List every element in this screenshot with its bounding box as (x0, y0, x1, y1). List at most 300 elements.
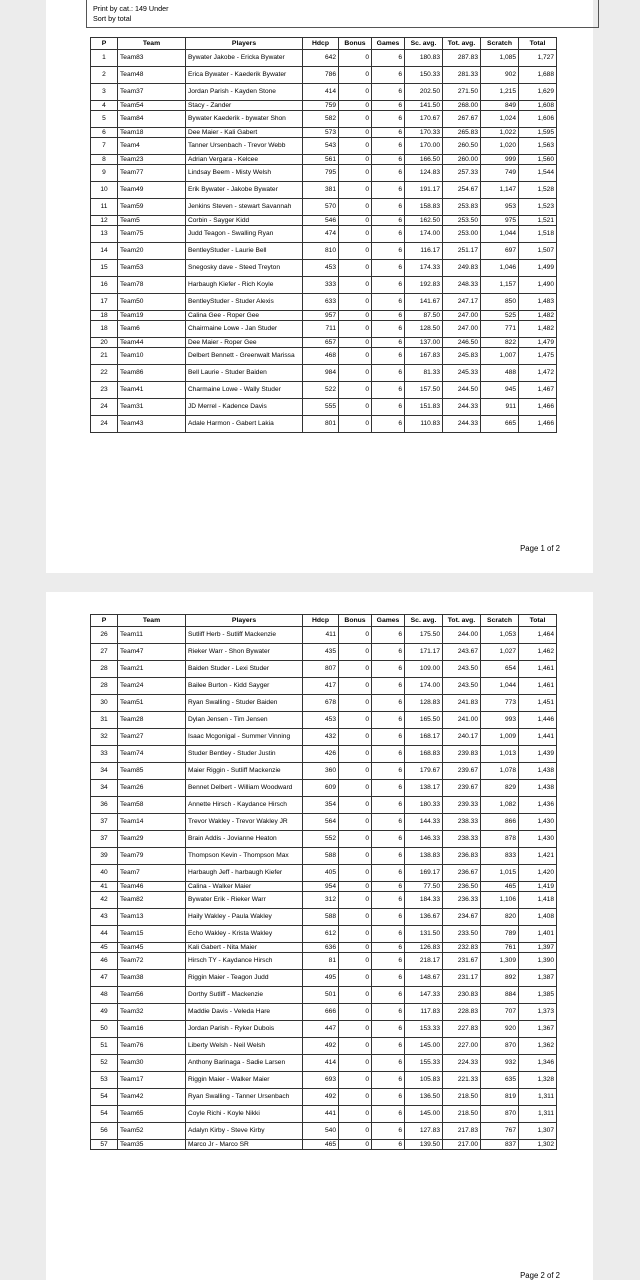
cell-scratch: 1,046 (481, 260, 519, 277)
cell-bonus: 0 (339, 1072, 372, 1089)
cell-games: 6 (372, 365, 405, 382)
cell-position: 52 (91, 1055, 118, 1072)
cell-total: 1,390 (519, 953, 557, 970)
cell-tot-avg: 257.33 (443, 165, 481, 182)
cell-tot-avg: 236.33 (443, 892, 481, 909)
cell-hdcp: 522 (303, 382, 339, 399)
cell-total: 1,430 (519, 831, 557, 848)
cell-position: 28 (91, 678, 118, 695)
cell-sc-avg: 169.17 (405, 865, 443, 882)
cell-scratch: 1,024 (481, 111, 519, 128)
cell-bonus: 0 (339, 1140, 372, 1150)
cell-hdcp: 540 (303, 1123, 339, 1140)
cell-scratch: 932 (481, 1055, 519, 1072)
cell-games: 6 (372, 84, 405, 101)
cell-scratch: 1,009 (481, 729, 519, 746)
cell-games: 6 (372, 1123, 405, 1140)
cell-tot-avg: 253.83 (443, 199, 481, 216)
table-row (91, 182, 557, 199)
cell-team: Team26 (118, 780, 186, 797)
cell-hdcp: 411 (303, 627, 339, 644)
cell-tot-avg: 287.83 (443, 50, 481, 67)
cell-players: Bell Laurie - Studer Baiden (186, 365, 303, 382)
cell-sc-avg: 138.83 (405, 848, 443, 865)
cell-total: 1,387 (519, 970, 557, 987)
cell-scratch: 1,015 (481, 865, 519, 882)
table-row (91, 348, 557, 365)
cell-players: Bennet Delbert - William Woodward (186, 780, 303, 797)
cell-scratch: 999 (481, 155, 519, 165)
cell-tot-avg: 268.00 (443, 101, 481, 111)
cell-position: 40 (91, 865, 118, 882)
cell-scratch: 1,082 (481, 797, 519, 814)
cell-bonus: 0 (339, 627, 372, 644)
cell-games: 6 (372, 763, 405, 780)
cell-players: Riggin Maier - Walker Maier (186, 1072, 303, 1089)
cell-tot-avg: 247.00 (443, 311, 481, 321)
cell-players: Jenkins Steven - stewart Savannah (186, 199, 303, 216)
cell-hdcp: 414 (303, 1055, 339, 1072)
table-row (91, 84, 557, 101)
cell-bonus: 0 (339, 101, 372, 111)
table-row (91, 311, 557, 321)
cell-players: Adrian Vergara - Kelcee (186, 155, 303, 165)
cell-team: Team43 (118, 416, 186, 433)
column-header-position: P (91, 615, 118, 627)
cell-position: 37 (91, 831, 118, 848)
cell-hdcp: 360 (303, 763, 339, 780)
cell-players: Brain Addis - Jovianne Heaton (186, 831, 303, 848)
cell-bonus: 0 (339, 365, 372, 382)
cell-scratch: 525 (481, 311, 519, 321)
cell-scratch: 870 (481, 1038, 519, 1055)
cell-total: 1,421 (519, 848, 557, 865)
cell-games: 6 (372, 678, 405, 695)
cell-total: 1,373 (519, 1004, 557, 1021)
cell-bonus: 0 (339, 155, 372, 165)
cell-scratch: 884 (481, 987, 519, 1004)
cell-tot-avg: 233.50 (443, 926, 481, 943)
table-row (91, 1140, 557, 1150)
cell-position: 26 (91, 627, 118, 644)
cell-team: Team46 (118, 882, 186, 892)
cell-position: 20 (91, 338, 118, 348)
cell-players: Delbert Bennett - Greenwalt Marissa (186, 348, 303, 365)
cell-bonus: 0 (339, 970, 372, 987)
cell-total: 1,420 (519, 865, 557, 882)
cell-team: Team32 (118, 1004, 186, 1021)
cell-position: 23 (91, 382, 118, 399)
cell-scratch: 849 (481, 101, 519, 111)
cell-games: 6 (372, 865, 405, 882)
cell-players: Bywater Kaederik - bywater Shon (186, 111, 303, 128)
table-row (91, 627, 557, 644)
table-row (91, 128, 557, 138)
cell-hdcp: 555 (303, 399, 339, 416)
cell-hdcp: 657 (303, 338, 339, 348)
column-header-sc-avg: Sc. avg. (405, 615, 443, 627)
cell-games: 6 (372, 953, 405, 970)
cell-players: Chairmaine Lowe - Jan Studer (186, 321, 303, 338)
cell-players: Dee Maier - Kali Gabert (186, 128, 303, 138)
cell-games: 6 (372, 1140, 405, 1150)
cell-team: Team21 (118, 661, 186, 678)
cell-hdcp: 795 (303, 165, 339, 182)
cell-games: 6 (372, 226, 405, 243)
cell-tot-avg: 224.33 (443, 1055, 481, 1072)
cell-players: Studer Bentley - Studer Justin (186, 746, 303, 763)
cell-position: 37 (91, 814, 118, 831)
cell-hdcp: 381 (303, 182, 339, 199)
cell-scratch: 829 (481, 780, 519, 797)
cell-bonus: 0 (339, 953, 372, 970)
cell-bonus: 0 (339, 294, 372, 311)
cell-games: 6 (372, 128, 405, 138)
cell-players: Harbaugh Jeff - harbaugh Kiefer (186, 865, 303, 882)
page-footer: Page 2 of 2 (520, 1271, 560, 1280)
column-header-team: Team (118, 38, 186, 50)
cell-tot-avg: 271.50 (443, 84, 481, 101)
cell-hdcp: 333 (303, 277, 339, 294)
cell-sc-avg: 179.67 (405, 763, 443, 780)
cell-games: 6 (372, 1055, 405, 1072)
cell-players: Coyle Richi - Koyle Nikki (186, 1106, 303, 1123)
cell-scratch: 1,027 (481, 644, 519, 661)
cell-players: Erica Bywater - Kaederik Bywater (186, 67, 303, 84)
cell-scratch: 488 (481, 365, 519, 382)
cell-position: 54 (91, 1089, 118, 1106)
cell-games: 6 (372, 243, 405, 260)
cell-tot-avg: 234.67 (443, 909, 481, 926)
cell-hdcp: 81 (303, 953, 339, 970)
cell-tot-avg: 218.50 (443, 1106, 481, 1123)
cell-sc-avg: 153.33 (405, 1021, 443, 1038)
cell-scratch: 822 (481, 338, 519, 348)
column-header-sc-avg: Sc. avg. (405, 38, 443, 50)
cell-players: Maier Riggin - Sutliff Mackenzie (186, 763, 303, 780)
cell-sc-avg: 141.67 (405, 294, 443, 311)
cell-total: 1,385 (519, 987, 557, 1004)
cell-team: Team50 (118, 294, 186, 311)
cell-sc-avg: 174.00 (405, 678, 443, 695)
table-row (91, 678, 557, 695)
cell-position: 21 (91, 348, 118, 365)
cell-tot-avg: 267.67 (443, 111, 481, 128)
table-row (91, 987, 557, 1004)
cell-tot-avg: 245.83 (443, 348, 481, 365)
column-header-hdcp: Hdcp (303, 38, 339, 50)
cell-sc-avg: 166.50 (405, 155, 443, 165)
cell-position: 34 (91, 763, 118, 780)
cell-tot-avg: 238.33 (443, 814, 481, 831)
table-row (91, 909, 557, 926)
table-row (91, 865, 557, 882)
table-row (91, 780, 557, 797)
cell-games: 6 (372, 260, 405, 277)
cell-sc-avg: 174.00 (405, 226, 443, 243)
cell-players: Riggin Maier - Teagon Judd (186, 970, 303, 987)
cell-players: Marco Jr - Marco SR (186, 1140, 303, 1150)
cell-position: 57 (91, 1140, 118, 1150)
cell-games: 6 (372, 50, 405, 67)
cell-bonus: 0 (339, 1123, 372, 1140)
cell-team: Team74 (118, 746, 186, 763)
table-row (91, 165, 557, 182)
cell-tot-avg: 243.50 (443, 661, 481, 678)
cell-games: 6 (372, 348, 405, 365)
cell-scratch: 707 (481, 1004, 519, 1021)
cell-sc-avg: 138.17 (405, 780, 443, 797)
cell-total: 1,464 (519, 627, 557, 644)
cell-players: Tanner Ursenbach - Trevor Webb (186, 138, 303, 155)
cell-players: Calina Gee - Roper Gee (186, 311, 303, 321)
cell-total: 1,362 (519, 1038, 557, 1055)
cell-bonus: 0 (339, 695, 372, 712)
cell-total: 1,482 (519, 311, 557, 321)
cell-position: 56 (91, 1123, 118, 1140)
cell-sc-avg: 144.33 (405, 814, 443, 831)
table-row (91, 926, 557, 943)
cell-bonus: 0 (339, 1021, 372, 1038)
cell-total: 1,408 (519, 909, 557, 926)
cell-tot-avg: 239.67 (443, 763, 481, 780)
cell-games: 6 (372, 909, 405, 926)
cell-sc-avg: 174.33 (405, 260, 443, 277)
cell-total: 1,499 (519, 260, 557, 277)
cell-sc-avg: 136.50 (405, 1089, 443, 1106)
table-row (91, 155, 557, 165)
cell-games: 6 (372, 199, 405, 216)
cell-players: Rieker Warr - Shon Bywater (186, 644, 303, 661)
cell-players: Anthony Barinaga - Sadie Larsen (186, 1055, 303, 1072)
cell-tot-avg: 249.83 (443, 260, 481, 277)
cell-sc-avg: 137.00 (405, 338, 443, 348)
table-header-row (91, 38, 557, 50)
cell-total: 1,472 (519, 365, 557, 382)
cell-tot-avg: 231.67 (443, 953, 481, 970)
cell-games: 6 (372, 67, 405, 84)
cell-hdcp: 474 (303, 226, 339, 243)
column-header-games: Games (372, 38, 405, 50)
cell-tot-avg: 248.33 (443, 277, 481, 294)
cell-bonus: 0 (339, 763, 372, 780)
cell-position: 8 (91, 155, 118, 165)
cell-scratch: 697 (481, 243, 519, 260)
table-row (91, 892, 557, 909)
cell-tot-avg: 260.00 (443, 155, 481, 165)
cell-total: 1,518 (519, 226, 557, 243)
column-header-players: Players (186, 38, 303, 50)
cell-total: 1,419 (519, 882, 557, 892)
cell-games: 6 (372, 182, 405, 199)
cell-bonus: 0 (339, 416, 372, 433)
cell-scratch: 1,157 (481, 277, 519, 294)
cell-players: Calina - Walker Maier (186, 882, 303, 892)
cell-sc-avg: 175.50 (405, 627, 443, 644)
cell-scratch: 665 (481, 416, 519, 433)
cell-total: 1,397 (519, 943, 557, 953)
cell-total: 1,688 (519, 67, 557, 84)
cell-hdcp: 441 (303, 1106, 339, 1123)
cell-hdcp: 609 (303, 780, 339, 797)
cell-tot-avg: 253.00 (443, 226, 481, 243)
table-row (91, 1038, 557, 1055)
cell-bonus: 0 (339, 661, 372, 678)
cell-scratch: 1,106 (481, 892, 519, 909)
cell-hdcp: 432 (303, 729, 339, 746)
cell-sc-avg: 128.50 (405, 321, 443, 338)
cell-games: 6 (372, 797, 405, 814)
cell-games: 6 (372, 712, 405, 729)
cell-sc-avg: 145.00 (405, 1038, 443, 1055)
cell-sc-avg: 87.50 (405, 311, 443, 321)
cell-games: 6 (372, 661, 405, 678)
cell-games: 6 (372, 311, 405, 321)
standings-table-page-2 (90, 614, 557, 1150)
column-header-scratch: Scratch (481, 615, 519, 627)
cell-hdcp: 642 (303, 50, 339, 67)
cell-games: 6 (372, 277, 405, 294)
cell-bonus: 0 (339, 128, 372, 138)
cell-bonus: 0 (339, 338, 372, 348)
cell-sc-avg: 127.83 (405, 1123, 443, 1140)
table-row (91, 199, 557, 216)
cell-games: 6 (372, 1089, 405, 1106)
cell-tot-avg: 217.83 (443, 1123, 481, 1140)
cell-scratch: 773 (481, 695, 519, 712)
cell-scratch: 1,053 (481, 627, 519, 644)
cell-team: Team30 (118, 1055, 186, 1072)
cell-players: JD Merrel - Kadence Davis (186, 399, 303, 416)
cell-bonus: 0 (339, 814, 372, 831)
cell-hdcp: 954 (303, 882, 339, 892)
cell-team: Team72 (118, 953, 186, 970)
cell-position: 27 (91, 644, 118, 661)
cell-team: Team79 (118, 848, 186, 865)
table-row (91, 1089, 557, 1106)
table-row (91, 101, 557, 111)
cell-sc-avg: 191.17 (405, 182, 443, 199)
cell-players: Haily Wakley - Paula Wakley (186, 909, 303, 926)
cell-position: 34 (91, 780, 118, 797)
cell-total: 1,467 (519, 382, 557, 399)
cell-position: 12 (91, 216, 118, 226)
cell-players: Maddie Davis - Veleda Hare (186, 1004, 303, 1021)
cell-position: 36 (91, 797, 118, 814)
cell-team: Team27 (118, 729, 186, 746)
cell-total: 1,482 (519, 321, 557, 338)
cell-team: Team31 (118, 399, 186, 416)
cell-sc-avg: 109.00 (405, 661, 443, 678)
cell-hdcp: 801 (303, 416, 339, 433)
cell-games: 6 (372, 848, 405, 865)
cell-team: Team45 (118, 943, 186, 953)
cell-tot-avg: 241.83 (443, 695, 481, 712)
cell-scratch: 1,078 (481, 763, 519, 780)
cell-hdcp: 810 (303, 243, 339, 260)
cell-games: 6 (372, 892, 405, 909)
table-row (91, 365, 557, 382)
cell-total: 1,521 (519, 216, 557, 226)
cell-tot-avg: 245.33 (443, 365, 481, 382)
cell-scratch: 902 (481, 67, 519, 84)
cell-games: 6 (372, 111, 405, 128)
report-page-2 (46, 592, 593, 1280)
cell-scratch: 1,044 (481, 678, 519, 695)
cell-hdcp: 957 (303, 311, 339, 321)
table-row (91, 50, 557, 67)
cell-total: 1,563 (519, 138, 557, 155)
cell-team: Team85 (118, 763, 186, 780)
cell-sc-avg: 170.67 (405, 111, 443, 128)
cell-hdcp: 405 (303, 865, 339, 882)
cell-players: Dylan Jensen - Tim Jensen (186, 712, 303, 729)
cell-hdcp: 984 (303, 365, 339, 382)
table-row (91, 416, 557, 433)
cell-hdcp: 678 (303, 695, 339, 712)
cell-hdcp: 807 (303, 661, 339, 678)
cell-games: 6 (372, 695, 405, 712)
cell-scratch: 654 (481, 661, 519, 678)
cell-hdcp: 468 (303, 348, 339, 365)
cell-sc-avg: 170.33 (405, 128, 443, 138)
cell-team: Team15 (118, 926, 186, 943)
cell-games: 6 (372, 101, 405, 111)
cell-total: 1,475 (519, 348, 557, 365)
cell-team: Team86 (118, 365, 186, 382)
cell-position: 3 (91, 84, 118, 101)
cell-players: Adale Harmon - Gabert Lakia (186, 416, 303, 433)
table-row (91, 882, 557, 892)
cell-bonus: 0 (339, 243, 372, 260)
cell-sc-avg: 170.00 (405, 138, 443, 155)
cell-position: 5 (91, 111, 118, 128)
cell-bonus: 0 (339, 987, 372, 1004)
cell-team: Team77 (118, 165, 186, 182)
cell-position: 17 (91, 294, 118, 311)
cell-players: Bywater Jakobe - Ericka Bywater (186, 50, 303, 67)
cell-games: 6 (372, 1038, 405, 1055)
cell-bonus: 0 (339, 138, 372, 155)
cell-bonus: 0 (339, 165, 372, 182)
cell-players: Snegosky dave - Steed Treyton (186, 260, 303, 277)
cell-bonus: 0 (339, 1038, 372, 1055)
cell-position: 45 (91, 943, 118, 953)
cell-team: Team52 (118, 1123, 186, 1140)
cell-bonus: 0 (339, 1004, 372, 1021)
cell-games: 6 (372, 1072, 405, 1089)
cell-hdcp: 492 (303, 1089, 339, 1106)
cell-scratch: 767 (481, 1123, 519, 1140)
cell-sc-avg: 116.17 (405, 243, 443, 260)
cell-team: Team48 (118, 67, 186, 84)
table-row (91, 644, 557, 661)
cell-sc-avg: 157.50 (405, 382, 443, 399)
cell-total: 1,528 (519, 182, 557, 199)
column-header-bonus: Bonus (339, 615, 372, 627)
cell-tot-avg: 244.50 (443, 382, 481, 399)
cell-bonus: 0 (339, 311, 372, 321)
table-row (91, 746, 557, 763)
cell-sc-avg: 128.83 (405, 695, 443, 712)
cell-team: Team29 (118, 831, 186, 848)
cell-games: 6 (372, 321, 405, 338)
cell-team: Team42 (118, 1089, 186, 1106)
cell-team: Team4 (118, 138, 186, 155)
cell-tot-avg: 218.50 (443, 1089, 481, 1106)
cell-sc-avg: 81.33 (405, 365, 443, 382)
cell-players: Erik Bywater - Jakobe Bywater (186, 182, 303, 199)
